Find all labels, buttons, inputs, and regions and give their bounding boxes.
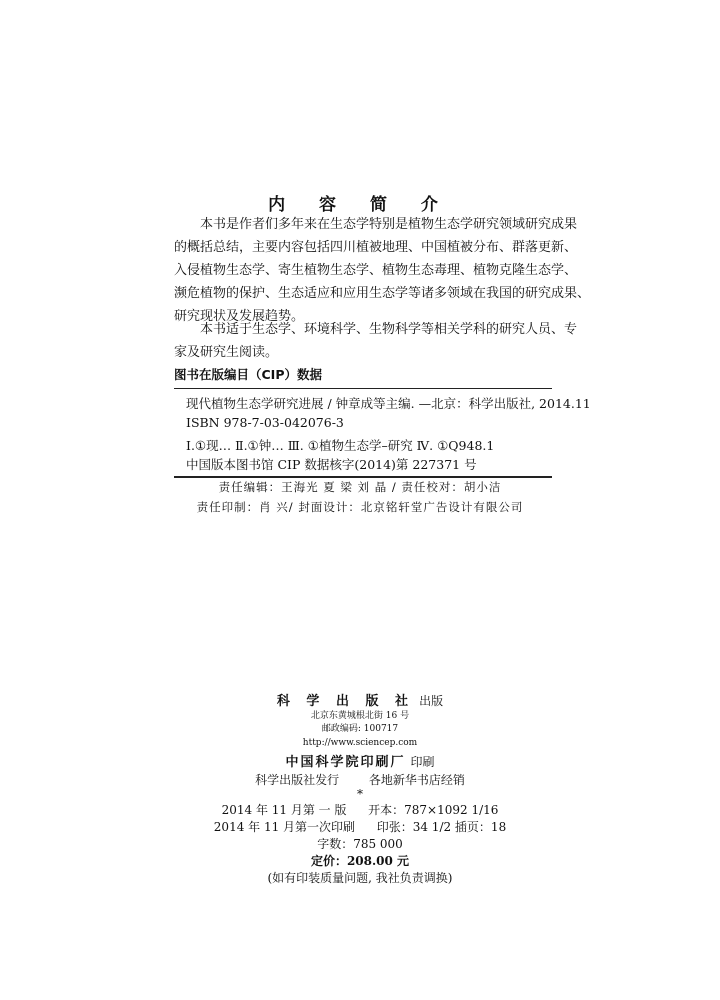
publisher-line <box>0 690 720 709</box>
summary-paragraph-1 <box>174 213 591 328</box>
production-credits: 责任印制：肖 兴/ 封面设计：北京铭轩堂广告设计有限公司 <box>196 500 524 514</box>
edition: 2014 年 11 月第 一 版 <box>221 803 347 817</box>
cip-classification: Ⅰ.①现… Ⅱ.①钟… Ⅲ. ①植物生态学–研究 Ⅳ. ①Q948.1 <box>186 438 495 453</box>
printer-name: 中国科学院印刷厂 <box>285 755 406 770</box>
print-sheets: 印张：34 1/2 插页：18 <box>376 820 507 834</box>
publisher-address: 北京东黄城根北街 16 号 <box>310 711 410 721</box>
printer-line <box>0 751 720 770</box>
cip-record-number: 中国版本图书馆 CIP 数据核字(2014)第 227371 号 <box>186 457 477 472</box>
printing: 2014 年 11 月第一次印刷 <box>213 820 356 834</box>
printer-suffix: 印刷 <box>410 755 435 769</box>
publisher-website: http://www.sciencep.com <box>302 738 418 748</box>
sellers: 各地新华书店经销 <box>368 773 465 787</box>
price-value: 208.00 元 <box>346 854 410 868</box>
word-count: 字数：785 000 <box>317 837 403 851</box>
summary-line: 家及研究生阅读。 <box>174 345 279 360</box>
separator-asterisk: * <box>357 787 363 801</box>
summary-paragraph-2 <box>174 318 578 364</box>
summary-line: 濒危植物的保护、生态适应和应用生态学等诸多领域在我国的研究成果、 <box>174 286 591 301</box>
price-line <box>0 852 720 870</box>
price-label: 定价： <box>310 854 347 868</box>
edition-line <box>0 801 720 819</box>
cip-top-rule <box>174 388 552 389</box>
summary-line: 本书是作者们多年来在生态学特别是植物生态学研究领域研究成果 <box>200 217 578 232</box>
publisher-suffix: 出版 <box>419 694 444 708</box>
cip-heading: 图书在版编目（CIP）数据 <box>174 367 322 382</box>
cip-isbn: ISBN 978-7-03-042076-3 <box>186 415 344 430</box>
book-format: 开本：787×1092 1/16 <box>368 803 499 817</box>
publisher-name: 科 学 出 版 社 <box>276 694 414 709</box>
printing-line <box>0 818 720 836</box>
cip-title-line: 现代植物生态学研究进展 / 钟章成等主编. —北京：科学出版社, 2014.11 <box>186 396 591 411</box>
quality-note: (如有印装质量问题, 我社负责调换) <box>267 871 453 885</box>
summary-line: 的概括总结，主要内容包括四川植被地理、中国植被分布、群落更新、 <box>174 240 578 255</box>
summary-line: 本书适于生态学、环境科学、生物科学等相关学科的研究人员、专 <box>200 322 578 337</box>
summary-line: 入侵植物生态学、寄生植物生态学、植物生态毒理、植物克隆生态学、 <box>174 263 578 278</box>
publisher-postcode: 邮政编码: 100717 <box>321 724 399 734</box>
distributor: 科学出版社发行 <box>255 773 340 787</box>
summary-title: 内 容 简 介 <box>268 195 452 215</box>
summary-line: 研究现状及发展趋势。 <box>174 309 305 324</box>
editor-credits: 责任编辑：王海光 夏 梁 刘 晶 / 责任校对：胡小洁 <box>218 480 502 494</box>
